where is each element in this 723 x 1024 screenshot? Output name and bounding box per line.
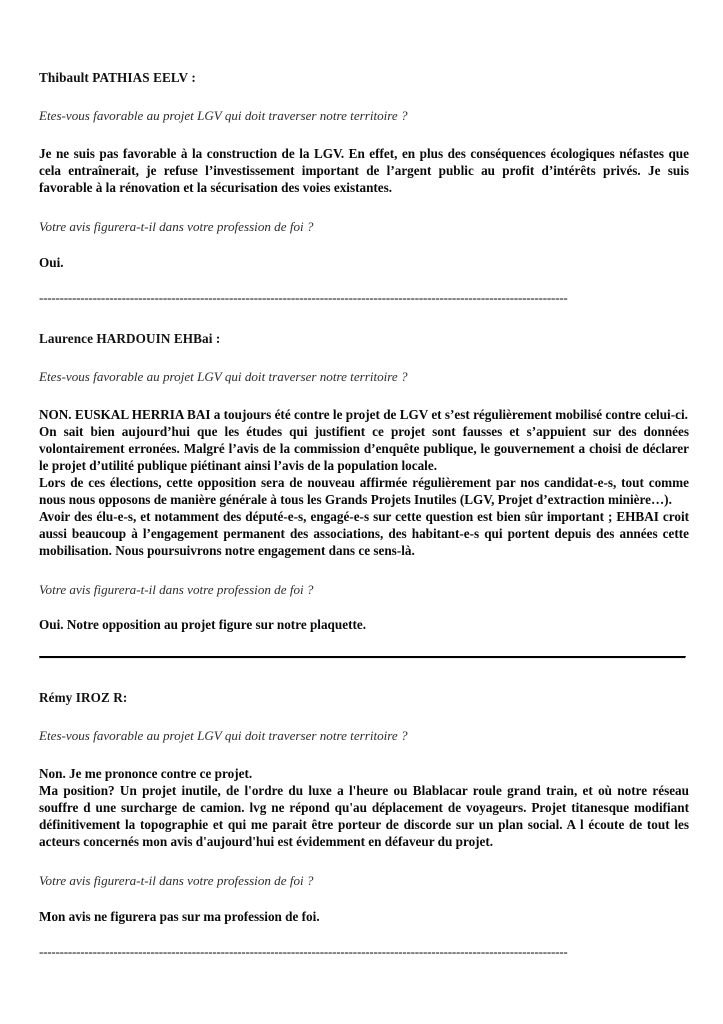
question-prompt-1-entry-1: Etes-vous favorable au projet LGV qui doit traverser notre territoire ? bbox=[39, 108, 408, 124]
spacer bbox=[39, 598, 689, 617]
answer-1-entry-3-para-1: Non. Je me prononce contre ce projet. bbox=[39, 766, 253, 782]
answer-1-entry-1: Je ne suis pas favorable à la construction de la LGV. En effet, en plus des conséquences écologiques néfastes que cela entraînerait, je refuse l’investissement important de l’argent public au profit d’intérêts privés. Je suis favorable à la rénovation et la sécurisation des voies existantes. bbox=[39, 146, 689, 196]
respondent-entry-3 bbox=[39, 690, 689, 958]
spacer bbox=[39, 659, 689, 690]
answer-2-entry-2: Oui. Notre opposition au projet figure sur notre plaquette. bbox=[39, 617, 367, 633]
spacer bbox=[39, 236, 689, 255]
spacer bbox=[39, 560, 689, 582]
respondent-name-2: Laurence HARDOUIN EHBai : bbox=[39, 330, 221, 346]
spacer bbox=[39, 124, 689, 146]
spacer bbox=[39, 706, 689, 728]
answer-1-entry-2-para-1: NON. EUSKAL HERRIA BAI a toujours été contre le projet de LGV et s’est régulièrement mobilisé contre celui-ci. bbox=[39, 407, 688, 423]
answer-1-entry-2-para-2: On sait bien aujourd’hui que les études qui justifient ce projet sont fausses et s’appuient sur des données volontairement erronées. Malgré l’avis de la commission d’enquête publique, le gouvernement a choisi de déclarer le projet d’utilité publique piétinant ainsi l’avis de la population locale. bbox=[39, 424, 689, 473]
spacer bbox=[39, 197, 689, 219]
section-separator-dashed-1: -------------------------------------------------------------------------------------------------------------------------------- bbox=[39, 293, 568, 304]
spacer bbox=[39, 347, 689, 369]
section-separator-dashed-3: -------------------------------------------------------------------------------------------------------------------------------- bbox=[39, 947, 568, 958]
spacer bbox=[39, 634, 689, 656]
answer-1-entry-2-para-3: Lors de ces élections, cette opposition sera de nouveau affirmée régulièrement par nos candidat-e-s, tout comme nous nous opposons de manière générale à tous les Grands Projets Inutiles (LGV, Projet d’extraction minière…). bbox=[39, 474, 689, 507]
spacer bbox=[39, 744, 689, 766]
spacer bbox=[39, 890, 689, 909]
answer-2-entry-3: Mon avis ne figurera pas sur ma profession de foi. bbox=[39, 908, 320, 924]
answer-2-entry-1: Oui. bbox=[39, 254, 64, 270]
spacer bbox=[39, 304, 689, 331]
question-prompt-2-entry-3: Votre avis figurera-t-il dans votre profession de foi ? bbox=[39, 873, 314, 889]
question-prompt-2-entry-1: Votre avis figurera-t-il dans votre profession de foi ? bbox=[39, 219, 314, 235]
answer-1-entry-2-para-4: Avoir des élu-e-s, et notamment des député-e-s, engagé-e-s sur cette question est bien sûr important ; EHBAI croit aussi beaucoup à l’engagement permanent des associations, des habitant-e-s qui portent depuis des années cette mobilisation. Nous poursuivrons notre engagement dans ce sens-là. bbox=[39, 508, 689, 558]
respondent-name-3: Rémy IROZ R: bbox=[39, 689, 128, 705]
document-body bbox=[39, 70, 689, 958]
spacer bbox=[39, 86, 689, 108]
respondent-name-1: Thibault PATHIAS EELV : bbox=[39, 70, 196, 85]
spacer bbox=[39, 926, 689, 948]
question-prompt-2-entry-2: Votre avis figurera-t-il dans votre profession de foi ? bbox=[39, 581, 314, 597]
answer-1-entry-3-para-2: Ma position? Un projet inutile, de l'ordre du luxe a l'heure ou Blablacar roule grand train, et où notre réseau souffre d une surcharge de camion. lvg ne répond qu'au déplacement de voyageurs. Projet titanesque modifiant définitivement la topographie et qui me parait être porteur de discorde sur un plan social. A l écoute de tout les acteurs concernés mon avis d'aujourd'hui est évidemment en défaveur du projet. bbox=[39, 783, 689, 850]
question-prompt-1-entry-2: Etes-vous favorable au projet LGV qui doit traverser notre territoire ? bbox=[39, 368, 408, 384]
spacer bbox=[39, 385, 689, 407]
spacer bbox=[39, 272, 689, 294]
respondent-entry-1 bbox=[39, 70, 689, 304]
respondent-entry-2 bbox=[39, 331, 689, 659]
question-prompt-1-entry-3: Etes-vous favorable au projet LGV qui doit traverser notre territoire ? bbox=[39, 728, 408, 744]
spacer bbox=[39, 851, 689, 873]
